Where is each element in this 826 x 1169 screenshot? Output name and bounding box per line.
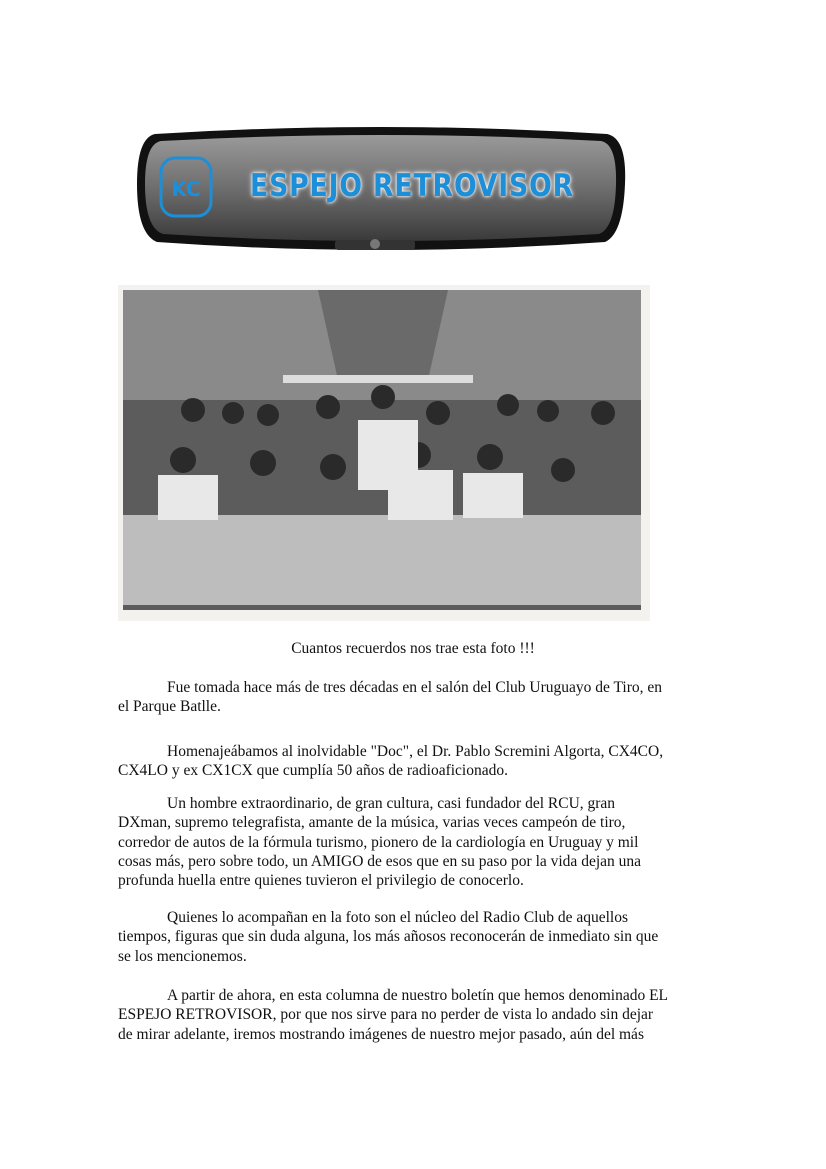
text-line: cosas más, pero sobre todo, un AMIGO de esos que en su paso por la vida dejan una bbox=[118, 852, 642, 870]
svg-text:KC: KC bbox=[171, 177, 201, 201]
text-line: de mirar adelante, iremos mostrando imágenes de nuestro mejor pasado, aún del más bbox=[118, 1025, 644, 1043]
paragraph-2 bbox=[118, 742, 718, 781]
text-line: Homenajeábamos al inolvidable "Doc", el Dr. Pablo Scremini Algorta, CX4CO, bbox=[167, 743, 664, 760]
text-line: CX4LO y ex CX1CX que cumplía 50 años de radioaficionado. bbox=[118, 762, 508, 780]
text-line: Quienes lo acompañan en la foto son el núcleo del Radio Club de aquellos bbox=[167, 909, 629, 926]
text-line: A partir de ahora, en esta columna de nuestro boletín que hemos denominado EL bbox=[167, 987, 669, 1004]
photo-caption: Cuantos recuerdos nos trae esta foto !!! bbox=[291, 640, 535, 657]
text-line: profunda huella entre quienes tuvieron el privilegio de conocerlo. bbox=[118, 872, 524, 890]
paragraph-1 bbox=[118, 678, 718, 717]
banner-title: ESPEJO RETROVISOR bbox=[250, 168, 575, 204]
text-line: corredor de autos de la fórmula turismo, pionero de la cardiología en Uruguay y mil bbox=[118, 833, 639, 851]
group-photo bbox=[118, 285, 650, 621]
text-line: el Parque Batlle. bbox=[118, 698, 221, 716]
text-line: Fue tomada hace más de tres décadas en el salón del Club Uruguayo de Tiro, en bbox=[167, 679, 663, 696]
text-line: DXman, supremo telegrafista, amante de la música, varias veces campeón de tiro, bbox=[118, 814, 626, 832]
text-line: ESPEJO RETROVISOR, por que nos sirve para no perder de vista lo andado sin dejar bbox=[118, 1006, 654, 1024]
text-line: se los mencionemos. bbox=[118, 947, 247, 965]
text-line: Un hombre extraordinario, de gran cultura, casi fundador del RCU, gran bbox=[167, 795, 616, 812]
text-line: tiempos, figuras que sin duda alguna, los más añosos reconocerán de inmediato sin que bbox=[118, 928, 659, 946]
paragraph-4 bbox=[118, 908, 718, 966]
paragraph-5 bbox=[118, 986, 718, 1044]
paragraph-3 bbox=[118, 794, 718, 890]
